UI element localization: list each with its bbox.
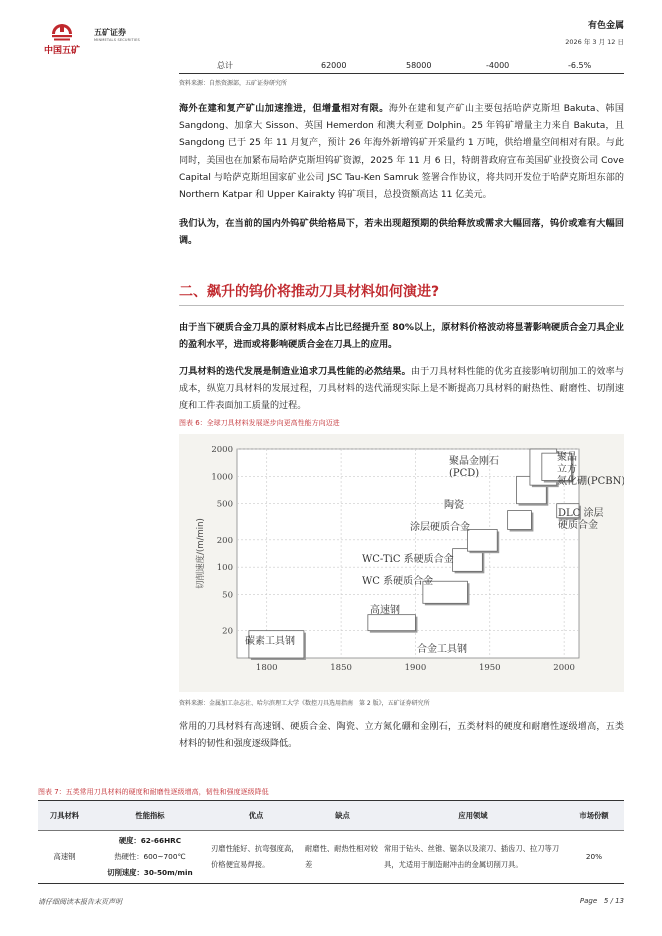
data-label-line: 聚晶 [557,451,577,463]
logo1-text: 中国五矿 [43,46,80,56]
divider [179,305,624,306]
data-label [362,552,454,565]
data-label-line: 硬质合金 [558,519,598,531]
total-v1: 62000 [321,61,347,70]
paragraph-lead: 刀具材料的迭代发展是制造业追求刀具性能的必然结果。 [179,367,411,378]
y-tick-label: 500 [216,499,233,510]
data-label [362,574,433,587]
data-label-line: 涂层硬质合金 [410,521,470,533]
minmetals-logo-icon [51,22,73,42]
paragraph [179,101,624,204]
section-title: 二、飙升的钨价将推动刀具材料如何演进? [179,283,440,300]
data-label-line: 碳素工具钢 [245,635,295,647]
cell-app: 常用于钻头、丝锥、锯条以及滚刀、插齿刀、拉刀等刀具，尤适用于制造耐冲击的金属切削刀具。 [382,831,564,884]
data-label [558,506,604,531]
y-tick-label: 1000 [211,471,233,482]
figure-caption: 图表 6：全球刀具材料发展逐步向更高性能方向迈进 [179,418,340,427]
figure-6 [179,434,624,692]
source-note: 资料来源：自然资源部，五矿证券研究所 [179,80,288,87]
paragraph-lead: 我们认为，在当前的国内外钨矿供给格局下，若未出现超预期的供给释放或需求大幅回落，钨价或难有大幅回调。 [179,219,624,247]
th-app: 应用领域 [382,801,564,831]
y-axis-label: 切削速度/(m/min) [196,517,206,589]
footer-disclaimer: 请仔细阅读本报告末页声明 [38,898,122,906]
paragraph [179,320,624,354]
data-box [508,510,532,529]
page-footer [38,897,624,907]
data-label-line: DLC 涂层 [558,507,604,519]
th-pros: 优点 [209,801,303,831]
perf-hardness-label: 硬度： [118,836,141,845]
data-label-line: 陶瓷 [444,499,464,511]
page-num: 5 / 13 [603,897,624,905]
data-label-line: WC 系硬质合金 [362,575,434,587]
page-label: Page [579,897,598,905]
perf-heat: 热硬性：600~700℃ [114,852,186,861]
tool-material-table [38,800,624,884]
data-label-line: 高速钢 [370,604,400,616]
report-date: 2026 年 3 月 12 日 [565,38,624,46]
industry-label: 有色金属 [587,21,624,31]
data-label [417,642,467,655]
x-tick-label: 2000 [553,662,575,673]
cell-pros: 刃磨性能好、抗弯强度高，价格便宜易焊接。 [209,831,303,884]
paragraph-lead: 由于当下硬质合金刀具的原材料成本占比已经提升至 80%以上，原材料价格波动将显著影响硬质合金刀具企业的盈利水平，进而或将影响硬质合金在刀具上的应用。 [179,322,624,350]
paragraph-text: 海外在建和复产矿山主要包括哈萨克斯坦 Bakuta、韩国 Sangdong、加拿大 Sisson、英国 Hemerdon 和澳大利亚 Dolphin。25 年钨矿增量主力来自 Bakuta，且 Sangdong 已于 25 年 11 月复产，预计 26 年海外新增钨矿开采量约 1 万吨，供给增量空间相对有限。与此同时，美国也在加紧布局哈萨克斯坦钨矿资源，2025 年 11 月 6 日，特朗普政府宣布美国矿业投资公司 Cove Capital 与哈萨克斯坦国家矿业公司 JSC Tau-Ken Samruk 签署合作协议，将共同开发位于哈萨克斯坦东部的 Northern Katpar 和 Upper Kairakty 钨矿项目，总投资额高达 11 亿美元。 [179,104,624,201]
paragraph-text: 常用的刀具材料有高速钢、硬质合金、陶瓷、立方氮化硼和金刚石，五类材料的硬度和耐磨性逐级增高，五类材料的韧性和强度逐级降低。 [179,721,624,749]
data-label [370,603,400,616]
perf-speed-value: 30-50m/min [143,868,193,877]
paragraph [179,364,624,416]
cell-perf [91,831,209,884]
minmetals-logo [40,22,84,56]
x-tick-label: 1900 [404,662,427,673]
source-note: 资料来源：金属加工杂志社、哈尔滨理工大学《数控刀具选用指南 第 2 版》，五矿证券研究所 [179,699,430,707]
paragraph-text: 由于刀具材料性能的优劣直接影响切削加工的效率与成本，纵览刀具材料的发展过程，刀具材料的迭代涌现实际上是不断提高刀具材料的耐热性、耐磨性、切削速度和工件表面加工质量的过程。 [179,367,624,412]
y-tick-label: 2000 [211,444,233,455]
y-tick-label: 20 [222,626,233,637]
total-v4: -6.5% [568,61,592,70]
total-row [179,58,624,74]
data-label [410,520,470,533]
th-cons: 缺点 [303,801,382,831]
logo2-en: MINMETALS SECURITIES [94,38,140,42]
th-perf: 性能指标 [91,801,209,831]
table-header-row [38,801,624,831]
th-material: 刀具材料 [38,801,91,831]
data-label-line: (PCD) [449,467,480,479]
table-row [38,831,624,884]
total-v2: 58000 [406,61,432,70]
data-label-line: 氮化硼(PCBN) [557,475,624,487]
cell-material: 高速钢 [38,831,91,884]
cell-share: 20% [564,831,624,884]
perf-hardness-value: 62-66HRC [140,836,182,845]
data-label-line: WC-TiC 系硬质合金 [362,553,454,565]
data-label-line: 聚晶金刚石 [449,455,499,467]
page-number [580,897,624,907]
main-content [179,58,624,753]
paragraph-lead: 海外在建和复产矿山加速推进，但增量相对有限。 [179,104,389,114]
x-tick-label: 1950 [478,662,501,673]
y-tick-label: 200 [216,535,233,546]
data-label-line: 合金工具钢 [417,643,467,655]
y-tick-label: 100 [216,562,233,573]
data-box [368,614,416,630]
logo2-cn: 五矿证券 [94,28,126,37]
perf-speed-label: 切削速度： [107,868,144,877]
data-label-line: 立方 [557,463,577,475]
tool-material-chart [179,434,624,692]
total-label: 总计 [217,61,233,70]
paragraph [179,719,624,753]
y-tick-label: 50 [222,590,233,601]
data-label [557,451,624,487]
minmetals-securities-logo [94,27,140,42]
data-label [444,498,464,511]
th-share: 市场份额 [564,801,624,831]
table-caption: 图表 7：五类常用刀具材料的硬度和耐磨性逐级增高，韧性和强度逐级降低 [38,788,269,796]
x-tick-label: 1850 [330,662,352,673]
data-label [245,634,295,647]
x-tick-label: 1800 [255,662,278,673]
page-header [0,0,662,58]
total-v3: -4000 [486,61,510,70]
paragraph [179,216,624,250]
data-box [467,529,497,551]
cell-cons: 耐磨性、耐热性相对较差 [303,831,382,884]
